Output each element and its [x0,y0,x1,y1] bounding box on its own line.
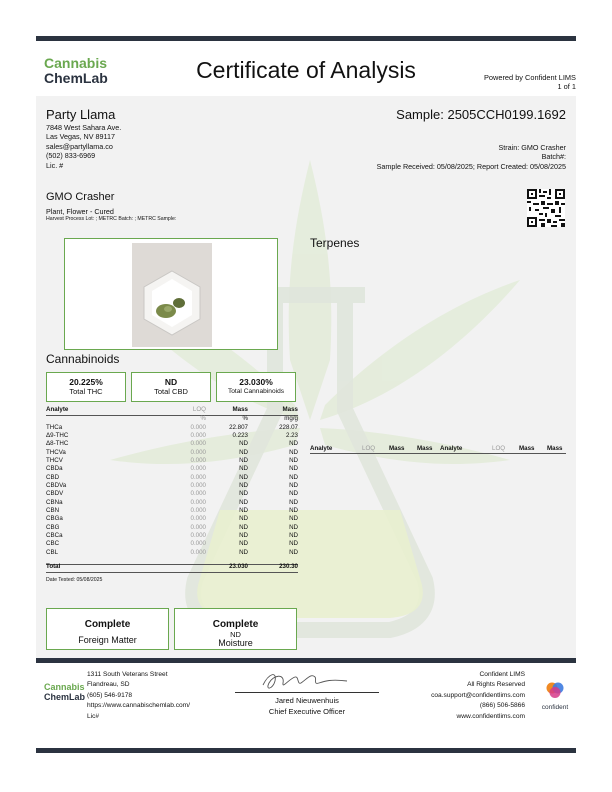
lab-website: https://www.cannabischemlab.com/ [87,702,190,710]
table-row [46,490,298,498]
unit-loq: % [200,415,206,422]
test-foreign-matter [46,608,169,650]
table-row [46,540,298,548]
mass-pct-cell: 22.807 [229,423,248,431]
signature [255,667,355,695]
lims-rights: All Rights Reserved [467,681,525,689]
analyte-cell: CBDVa [46,481,67,489]
lims-name: Confident LIMS [479,671,525,678]
lims-email: coa.support@confidentlims.com [431,691,525,699]
total-mgg: 230.30 [279,563,298,570]
summary-total-cbd [131,372,211,402]
table-row [46,432,298,440]
footer-top-bar [36,658,576,663]
qr-pattern [527,189,565,227]
analyte-cell: THCV [46,456,63,464]
loq-cell: 0.000 [190,548,206,556]
table-row [46,507,298,515]
mass-mgg-cell: ND [289,473,298,481]
loq-cell: 0.000 [190,473,206,481]
loq-cell: 0.000 [190,532,206,540]
top-bar [36,36,576,41]
sample-photo [132,243,212,347]
mass-mgg-cell: 2.23 [285,431,298,439]
confident-logo [537,681,573,712]
mass-mgg-cell: ND [289,515,298,523]
lab-license: Lic# [87,712,100,720]
col-analyte: Analyte [46,406,69,413]
table-row [46,440,298,448]
lab-address-line2: Flandreau, SD [87,681,130,689]
client-address1: 7848 West Sahara Ave. [46,123,122,132]
confident-logo-icon [545,681,565,699]
sample-block [377,107,566,171]
summary-total-thc [46,372,126,402]
mass-pct-cell: ND [239,481,248,489]
total-cbd-label: Total CBD [154,387,188,396]
total-label: Total [46,563,61,570]
table-row [46,499,298,507]
mass-mgg-cell: ND [289,498,298,506]
analyte-cell: Δ9-THC [46,431,69,439]
mass-pct-cell: ND [239,540,248,548]
brand-line1: Cannabis [44,55,108,71]
terp-h-mass-1: Mass [389,445,405,452]
lims-info [431,670,525,722]
table-row [46,449,298,457]
analyte-cell: CBDV [46,490,64,498]
terp-h-loq-1: LOQ [362,445,376,452]
foreign-matter-label: Foreign Matter [78,635,137,645]
mass-pct-cell: ND [239,465,248,473]
analyte-cell: CBG [46,523,60,531]
analyte-cell: THCa [46,423,63,431]
cannabinoid-table-header [46,406,298,414]
analyte-cell: CBDa [46,465,63,473]
sample-photo-art [132,243,212,347]
client-block [46,107,121,170]
analyte-cell: Δ8-THC [46,440,69,448]
client-email: sales@partyllama.co [46,141,113,151]
moisture-status: Complete [212,619,259,630]
sample-id: Sample: 2505CCH0199.1692 [396,107,566,122]
footer-brand-line2: ChemLab [44,692,86,702]
mass-mgg-cell: ND [289,540,298,548]
mass-pct-cell: 0.223 [232,431,248,439]
terp-h-mass-4: Mass [547,445,563,452]
loq-cell: 0.000 [190,540,206,548]
mass-pct-cell: ND [239,448,248,456]
mass-pct-cell: ND [239,440,248,448]
mass-pct-cell: ND [239,523,248,531]
lab-address-line1: 1311 South Veterans Street [87,671,168,678]
foreign-matter-status: Complete [84,619,131,630]
analyte-cell: CBC [46,540,60,548]
unit-mass-mgg: mg/g [284,415,298,422]
footer-logo [44,683,85,702]
loq-cell: 0.000 [190,481,206,489]
mass-pct-cell: ND [239,548,248,556]
moisture-label: Moisture [218,638,253,648]
footer-brand-line1: Cannabis [44,682,85,692]
powered-by-text: Powered by Confident LIMS [483,73,576,82]
loq-cell: 0.000 [190,431,206,439]
table-row [46,465,298,473]
terp-h-mass-2: Mass [417,445,433,452]
total-thc-value: 20.225% [69,377,103,387]
lims-phone: (866) 506-5866 [479,702,525,710]
client-address2: Las Vegas, NV 89117 [46,132,115,142]
brand-line2: ChemLab [44,70,108,86]
terp-h-analyte-2: Analyte [440,445,463,452]
mass-mgg-cell: ND [289,481,298,489]
analyte-cell: CBN [46,507,60,514]
loq-cell: 0.000 [190,490,206,498]
moisture-value: ND [230,630,241,639]
table-row [46,474,298,482]
total-pct: 23.030 [229,563,248,570]
table-row [46,549,298,557]
total-cannabinoids-value: 23.030% [239,377,273,387]
loq-cell: 0.000 [190,523,206,531]
loq-cell: 0.000 [190,465,206,473]
lims-website: www.confidentlims.com [456,712,525,720]
summary-total-cannabinoids [216,372,296,402]
sample-batch: Batch#: [541,152,566,162]
confident-logo-text: confident [541,704,569,711]
cannabinoid-total-row [46,563,298,571]
analyte-cell: CBL [46,548,59,556]
cannabinoids-heading: Cannabinoids [46,352,120,366]
bud-2 [173,298,185,308]
mass-pct-cell: ND [239,515,248,523]
terp-h-mass-3: Mass [519,445,535,452]
bottom-bar [36,748,576,753]
mass-mgg-cell: ND [289,465,298,473]
col-mass-pct: Mass [232,406,248,413]
mass-mgg-cell: 228.07 [279,423,298,431]
analyte-cell: THCVa [46,448,66,456]
mass-pct-cell: ND [239,507,248,514]
mass-mgg-cell: ND [289,507,298,514]
loq-cell: 0.000 [190,423,206,431]
cannabinoid-units-row [46,415,298,423]
total-cannabinoids-label: Total Cannabinoids [227,388,285,395]
analyte-cell: CBGa [46,515,63,523]
signature-line [235,692,379,693]
sample-strain: Strain: GMO Crasher [498,143,566,152]
analyte-cell: CBCa [46,532,63,540]
col-loq: LOQ [192,406,206,413]
signer-name: Jared Nieuwenhuis [275,696,339,705]
powered-by [484,73,576,91]
document-title: Certificate of Analysis [196,57,416,83]
table-row [46,424,298,432]
analyte-cell: CBNa [46,498,63,506]
loq-cell: 0.000 [190,456,206,464]
product-name: GMO Crasher [46,191,115,203]
qr-code-icon [527,189,565,227]
product-lots: Harvest Process Lot: ; METRC Batch: ; METRC Sample: [46,216,177,223]
mass-pct-cell: ND [239,498,248,506]
mass-mgg-cell: ND [289,523,298,531]
mass-pct-cell: ND [239,490,248,498]
loq-cell: 0.000 [190,515,206,523]
mass-pct-cell: ND [239,456,248,464]
signer-title: Chief Executive Officer [268,707,346,716]
loq-cell: 0.000 [190,440,206,448]
terpenes-header-row [310,444,566,454]
table-row [46,532,298,540]
client-license: Lic. # [46,160,64,170]
client-name: Party Llama [46,107,116,122]
table-row [46,515,298,523]
table-row [46,524,298,532]
sample-dates: Sample Received: 05/08/2025; Report Created: 05/08/2025 [376,161,566,171]
mass-pct-cell: ND [239,473,248,481]
total-thc-label: Total THC [69,387,103,396]
test-moisture [174,608,297,650]
col-mass-mgg: Mass [282,406,298,413]
table-row [46,457,298,465]
loq-cell: 0.000 [190,507,206,514]
page-number: 1 of 1 [557,82,576,91]
analyte-cell: CBD [46,473,60,481]
mass-mgg-cell: ND [289,456,298,464]
unit-mass-pct: % [242,415,248,422]
signer-block [235,695,379,717]
mass-mgg-cell: ND [289,448,298,456]
date-tested: Date Tested: 05/08/2025 [46,577,103,583]
loq-cell: 0.000 [190,448,206,456]
loq-cell: 0.000 [190,498,206,506]
terp-h-analyte-1: Analyte [310,445,333,452]
brand-logo [44,56,108,85]
product-block [46,190,176,223]
mass-mgg-cell: ND [289,440,298,448]
terpenes-heading: Terpenes [310,236,360,250]
mass-pct-cell: ND [239,532,248,540]
total-underline [46,572,298,573]
lab-address [87,670,190,722]
mass-mgg-cell: ND [289,532,298,540]
product-type: Plant, Flower - Cured [46,207,114,216]
client-phone: (502) 833-6969 [46,151,96,161]
terp-h-loq-2: LOQ [492,445,506,452]
mass-mgg-cell: ND [289,548,298,556]
total-cbd-value: ND [164,377,178,387]
lab-phone: (605) 546-9178 [87,691,133,699]
table-row [46,482,298,490]
mass-mgg-cell: ND [289,490,298,498]
